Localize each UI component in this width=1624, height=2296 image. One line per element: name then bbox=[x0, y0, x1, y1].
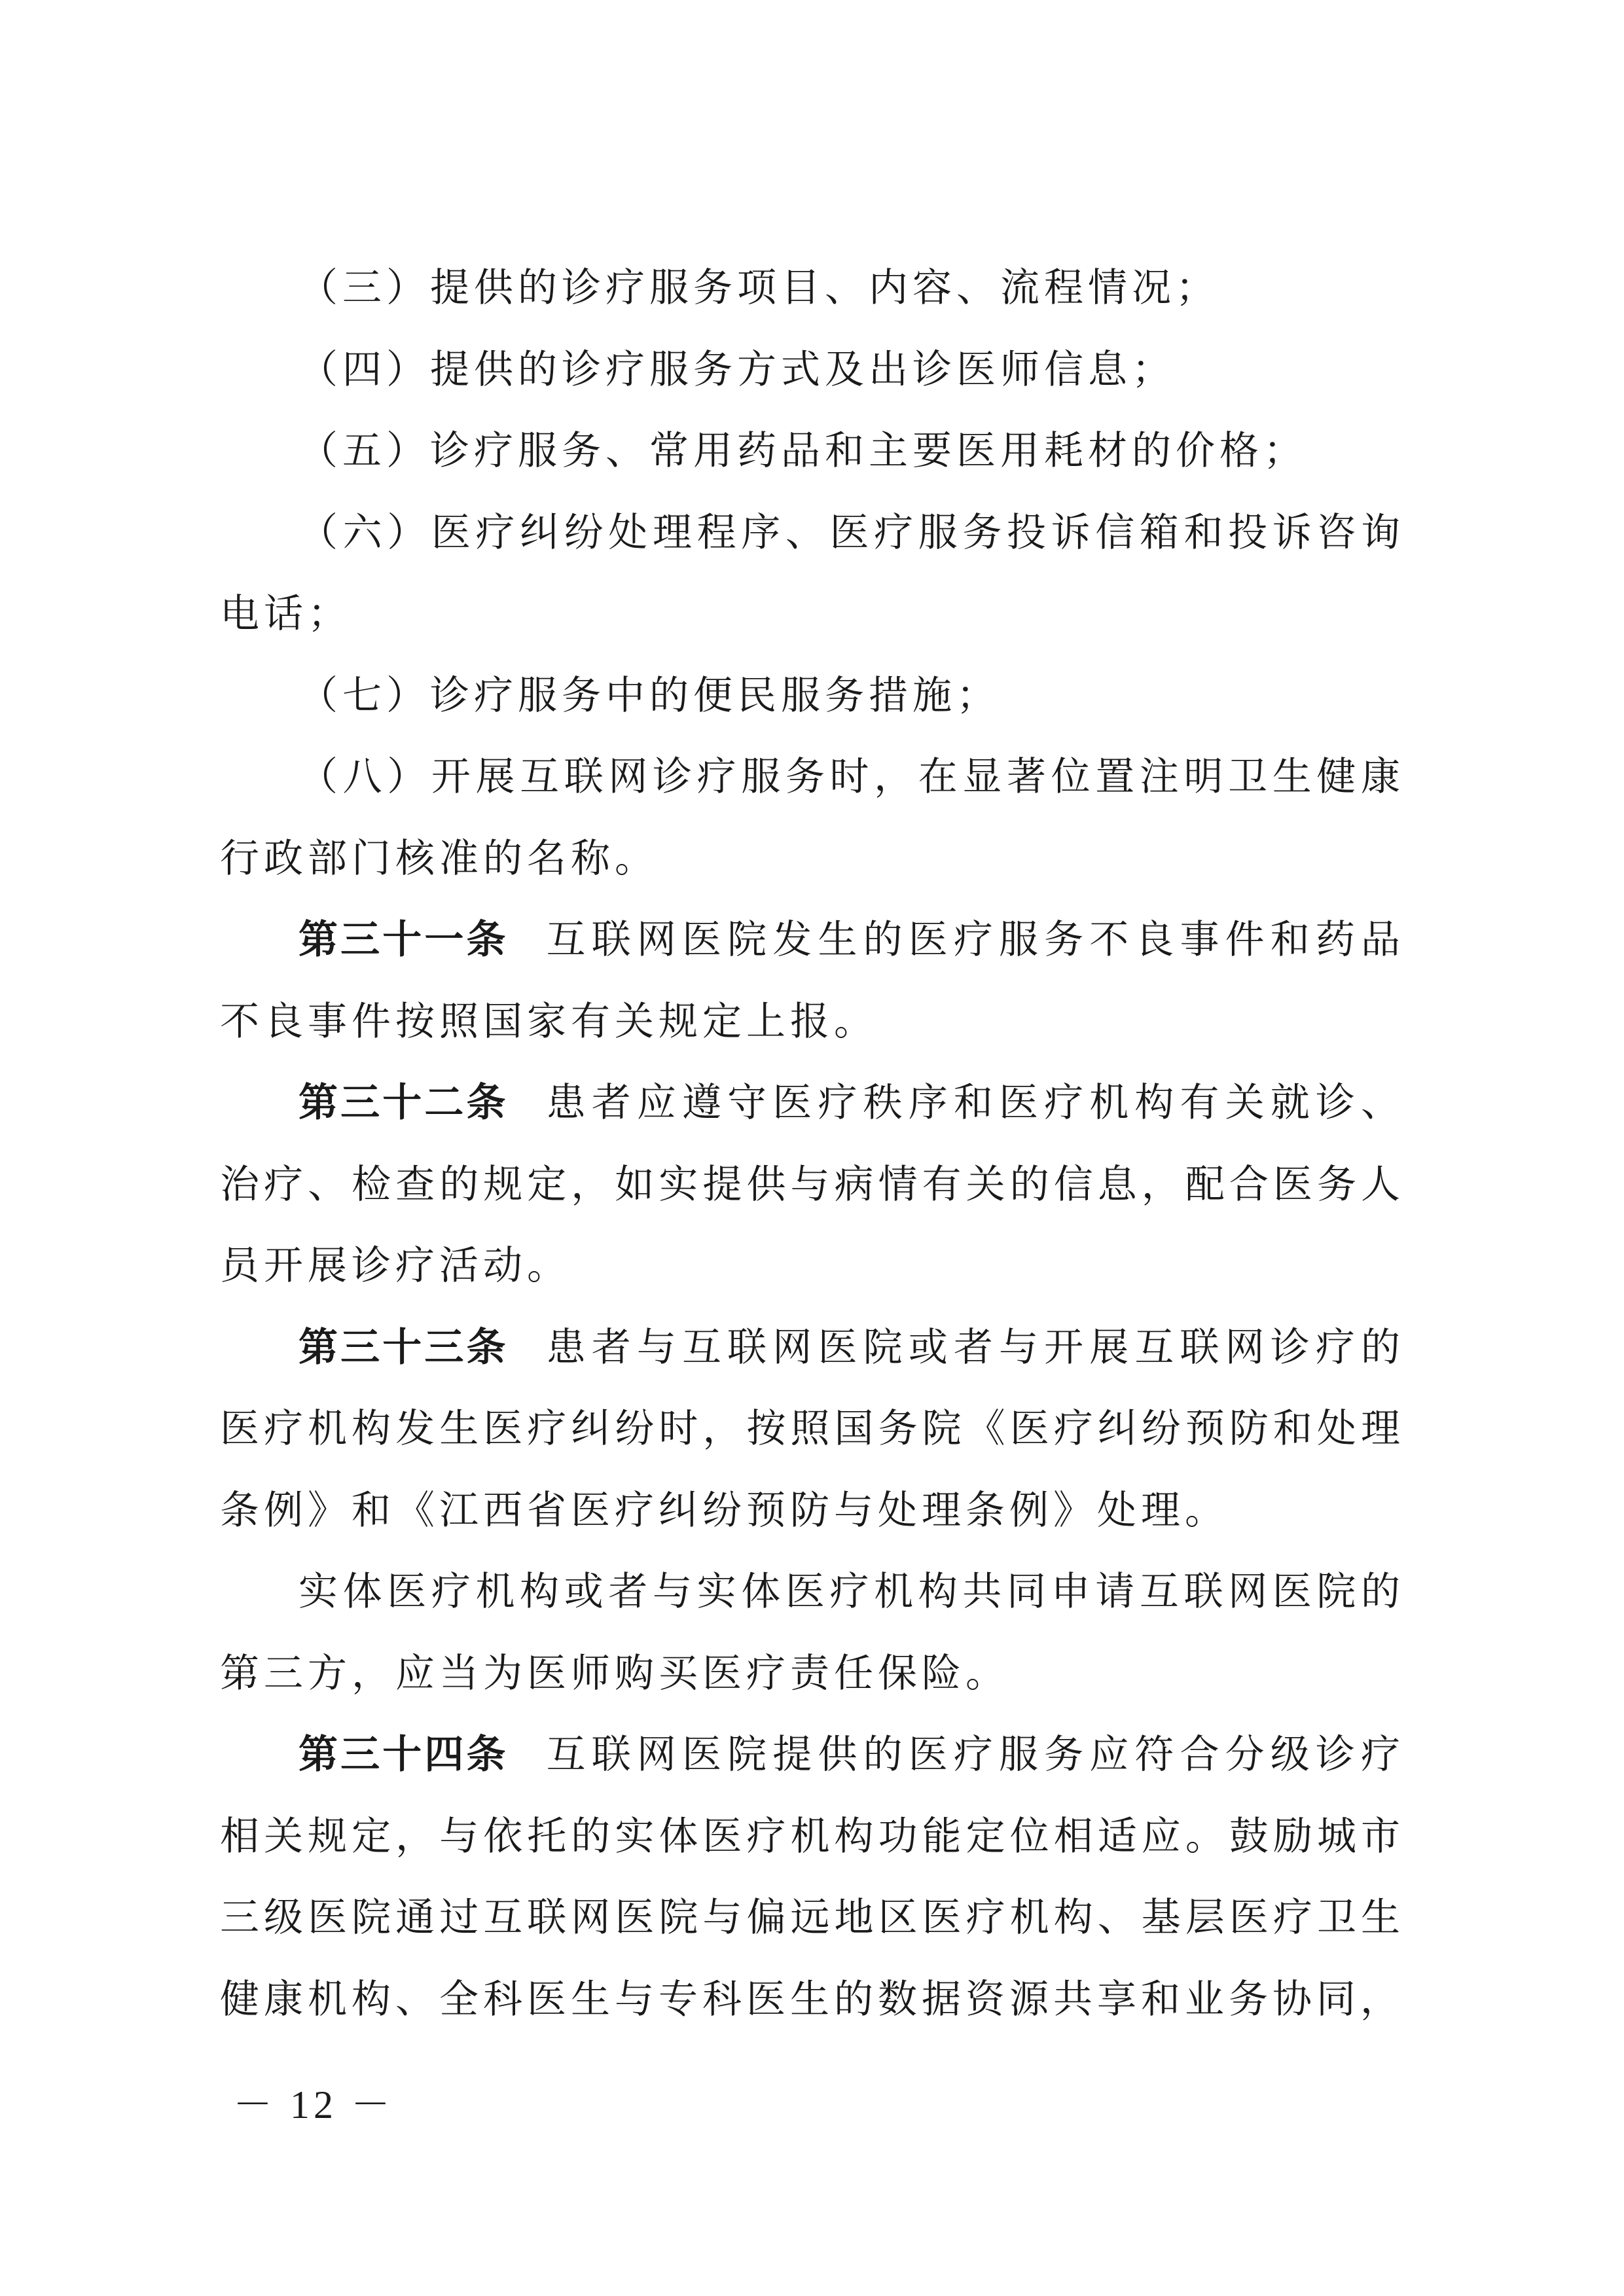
list-item-5: （五）诊疗服务、常用药品和主要医用耗材的价格； bbox=[298, 428, 1307, 474]
list-item-6: （六）医疗纠纷处理程序、医疗服务投诉信箱和投诉咨询电话； bbox=[220, 509, 1405, 637]
article-32 bbox=[220, 1062, 1405, 1307]
article-32-text: 患者应遵守医疗秩序和医疗机构有关就诊、治疗、检查的规定，如实提供与病情有关的信息，配合医务人员开展诊疗活动。 bbox=[220, 1080, 1405, 1289]
article-33-text: 患者与互联网医院或者与开展互联网诊疗的医疗机构发生医疗纠纷时，按照国务院《医疗纠纷预防和处理条例》和《江西省医疗纠纷预防与处理条例》处理。 bbox=[220, 1324, 1405, 1534]
article-33-paragraph-2: 实体医疗机构或者与实体医疗机构共同申请互联网医院的第三方，应当为医师购买医疗责任保险。 bbox=[220, 1569, 1405, 1696]
article-34 bbox=[220, 1714, 1405, 2040]
article-32-heading: 第三十二条 bbox=[298, 1080, 509, 1126]
page-number: － 12 － bbox=[233, 2083, 394, 2126]
article-34-text: 互联网医院提供的医疗服务应符合分级诊疗相关规定，与依托的实体医疗机构功能定位相适应。鼓励城市三级医院通过互联网医院与偏远地区医疗机构、基层医疗卫生健康机构、全科医生与专科医生的数据资源共享和业务协同， bbox=[220, 1732, 1405, 2022]
article-31 bbox=[220, 899, 1405, 1062]
article-31-heading: 第三十一条 bbox=[298, 917, 509, 963]
list-item-8: （八）开展互联网诊疗服务时，在显著位置注明卫生健康行政部门核准的名称。 bbox=[220, 754, 1405, 882]
document-body bbox=[220, 247, 1405, 2040]
list-item-3: （三）提供的诊疗服务项目、内容、流程情况； bbox=[298, 265, 1219, 311]
article-31-text: 互联网医院发生的医疗服务不良事件和药品不良事件按照国家有关规定上报。 bbox=[220, 917, 1405, 1045]
list-item-4: （四）提供的诊疗服务方式及出诊医师信息； bbox=[298, 346, 1176, 393]
article-34-heading: 第三十四条 bbox=[298, 1732, 509, 1778]
article-33-heading: 第三十三条 bbox=[298, 1324, 509, 1371]
article-33 bbox=[220, 1307, 1405, 1552]
list-item-7: （七）诊疗服务中的便民服务措施； bbox=[298, 672, 1000, 719]
